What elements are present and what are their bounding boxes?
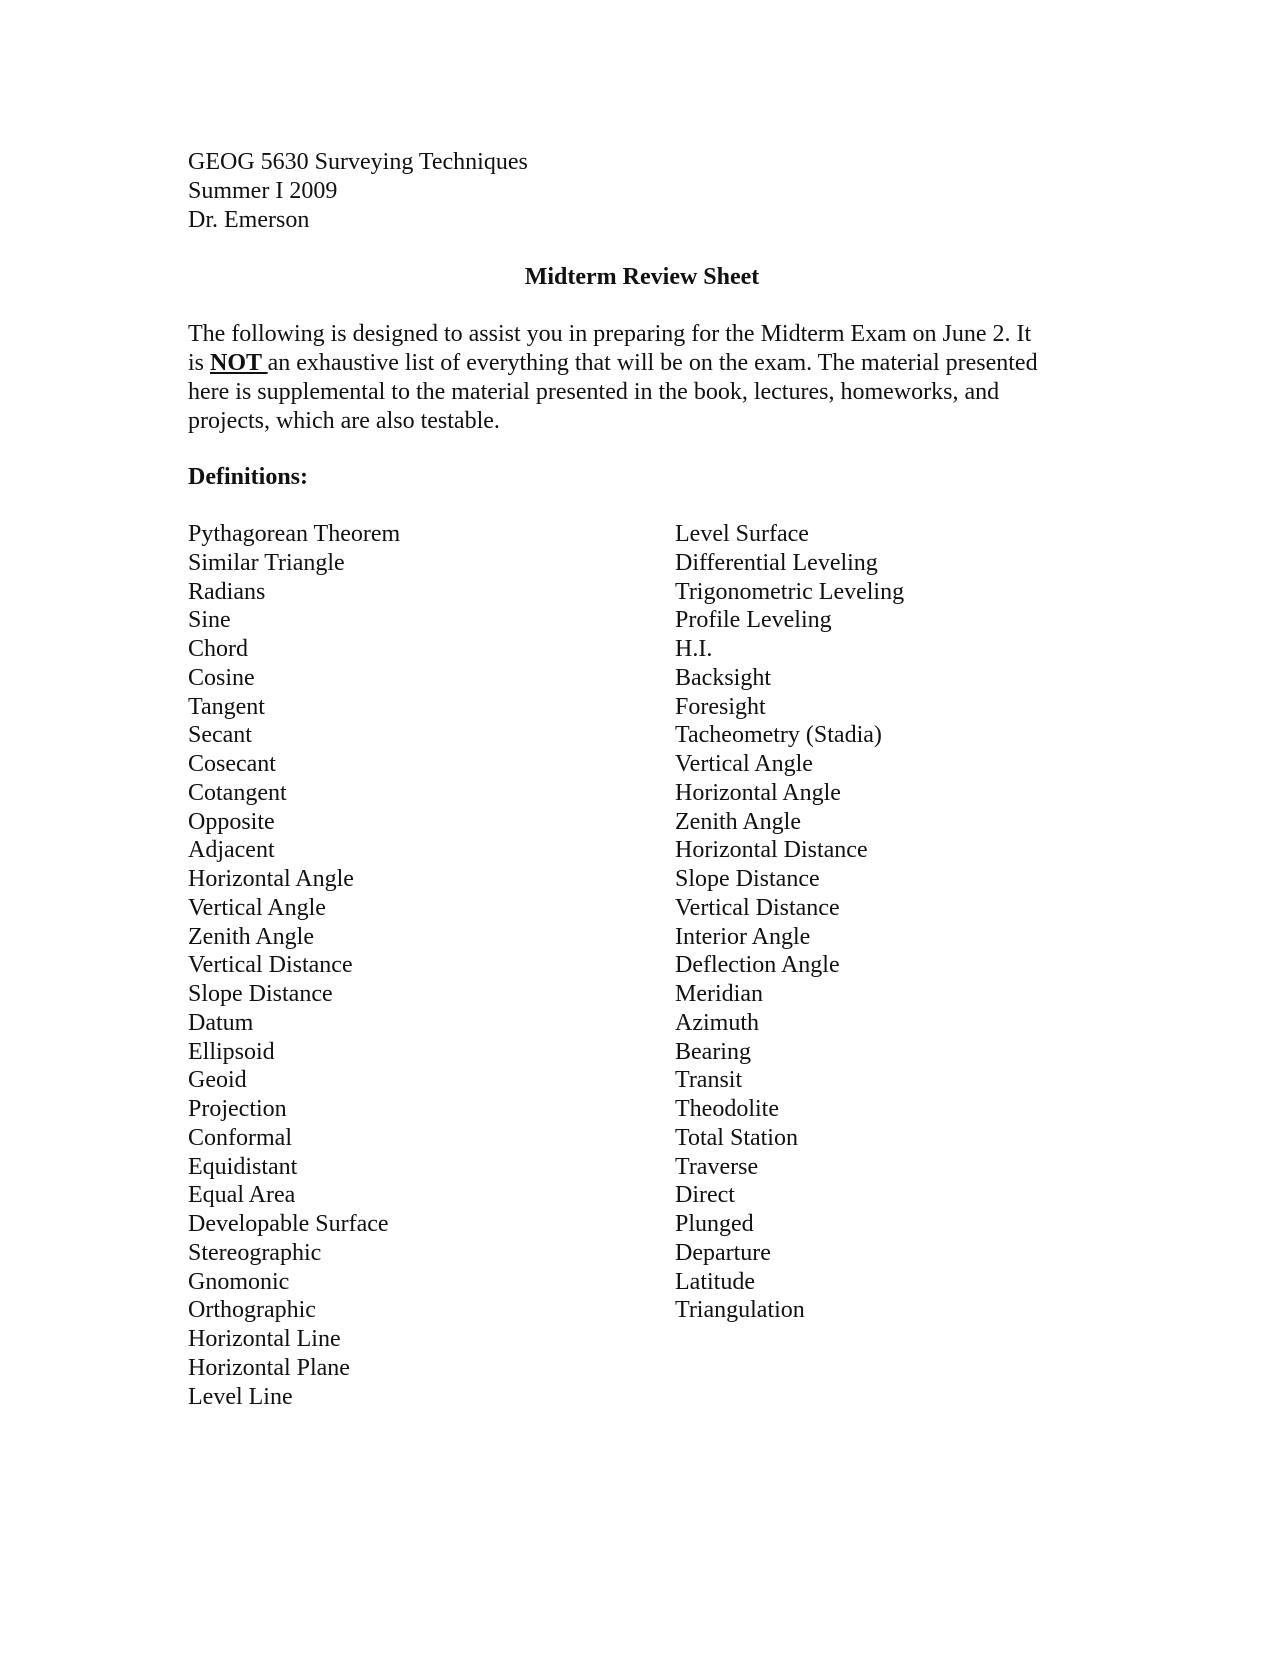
intro-line-2-prefix: is [188, 350, 211, 376]
definition-term: Direct [675, 1182, 735, 1209]
definition-term: Sine [188, 607, 231, 634]
definitions-list-right [675, 520, 904, 1325]
definition-term: Stereographic [188, 1239, 322, 1266]
course-title: GEOG 5630 Surveying Techniques [188, 149, 528, 175]
definitions-heading: Definitions: [188, 464, 308, 490]
intro-line-2 [188, 349, 1088, 378]
document-header [188, 148, 528, 235]
definition-term: Total Station [675, 1124, 798, 1151]
definition-term: Horizontal Plane [188, 1354, 350, 1381]
instructor-name: Dr. Emerson [188, 207, 310, 233]
definition-term: Interior Angle [675, 923, 811, 950]
definition-term: Triangulation [675, 1297, 805, 1324]
definition-term: Opposite [188, 808, 275, 835]
definition-term: Zenith Angle [675, 808, 801, 835]
definition-term: Cosecant [188, 751, 276, 777]
intro-line-3: here is supplemental to the material presented in the book, lectures, homeworks, and [188, 379, 1000, 405]
definition-term: Differential Leveling [675, 549, 878, 576]
definition-term: Deflection Angle [675, 952, 840, 979]
definition-term: Datum [188, 1009, 254, 1036]
intro-emphasis-not: NOT [210, 350, 268, 376]
definition-term: Orthographic [188, 1297, 316, 1324]
definition-term: Conformal [188, 1124, 292, 1151]
definition-term: Backsight [675, 664, 771, 691]
definition-term: Slope Distance [188, 981, 333, 1007]
definition-term: Gnomonic [188, 1268, 290, 1295]
definition-term: Zenith Angle [188, 923, 314, 950]
definition-term: Transit [675, 1067, 743, 1094]
definition-term: Cotangent [188, 779, 287, 806]
definition-term: Slope Distance [675, 866, 820, 892]
page-title-text: Midterm Review Sheet [524, 264, 760, 290]
definition-term: Foresight [675, 693, 766, 720]
definition-term: Vertical Distance [188, 952, 353, 979]
intro-line-4: projects, which are also testable. [188, 408, 500, 434]
definition-term: Tacheometry (Stadia) [675, 722, 882, 749]
definition-term: Horizontal Angle [675, 779, 841, 806]
intro-line-1: The following is designed to assist you in preparing for the Midterm Exam on June 2. It [188, 321, 1032, 347]
definition-term: Horizontal Line [188, 1326, 341, 1352]
definition-term: Theodolite [675, 1096, 779, 1122]
definition-term: Secant [188, 722, 252, 749]
definition-term: Bearing [675, 1038, 751, 1065]
definition-term: Meridian [675, 981, 763, 1007]
definitions-list-left [188, 520, 400, 1411]
definition-term: Plunged [675, 1211, 754, 1237]
definition-term: Adjacent [188, 837, 275, 864]
definition-term: Traverse [675, 1153, 759, 1180]
definition-term: Projection [188, 1096, 287, 1122]
definition-term: Developable Surface [188, 1211, 389, 1237]
definition-term: Equidistant [188, 1153, 298, 1180]
intro-line-2-suffix: an exhaustive list of everything that will be on the exam. The material presented [267, 350, 1038, 376]
definition-term: Trigonometric Leveling [675, 578, 905, 605]
definition-term: Departure [675, 1239, 771, 1266]
definition-term: Vertical Angle [188, 894, 326, 921]
definition-term: Similar Triangle [188, 549, 345, 576]
definition-term: Chord [188, 636, 248, 662]
definition-term: Vertical Distance [675, 894, 840, 921]
definition-term: Level Surface [675, 521, 809, 547]
intro-paragraph [188, 320, 1088, 436]
definition-term: Tangent [188, 693, 265, 720]
definition-term: Equal Area [188, 1182, 296, 1209]
definition-term: Pythagorean Theorem [188, 521, 401, 547]
definition-term: Vertical Angle [675, 751, 813, 777]
definition-term: Level Line [188, 1383, 293, 1410]
definition-term: H.I. [675, 636, 713, 662]
definition-term: Ellipsoid [188, 1038, 275, 1065]
definition-term: Radians [188, 578, 266, 605]
definition-term: Azimuth [675, 1009, 759, 1036]
definition-term: Geoid [188, 1067, 247, 1094]
page-title [0, 263, 1280, 292]
term: Summer I 2009 [188, 178, 338, 204]
definition-term: Profile Leveling [675, 607, 832, 634]
definition-term: Cosine [188, 664, 255, 691]
definition-term: Latitude [675, 1268, 755, 1295]
definition-term: Horizontal Angle [188, 866, 354, 892]
definition-term: Horizontal Distance [675, 837, 868, 864]
